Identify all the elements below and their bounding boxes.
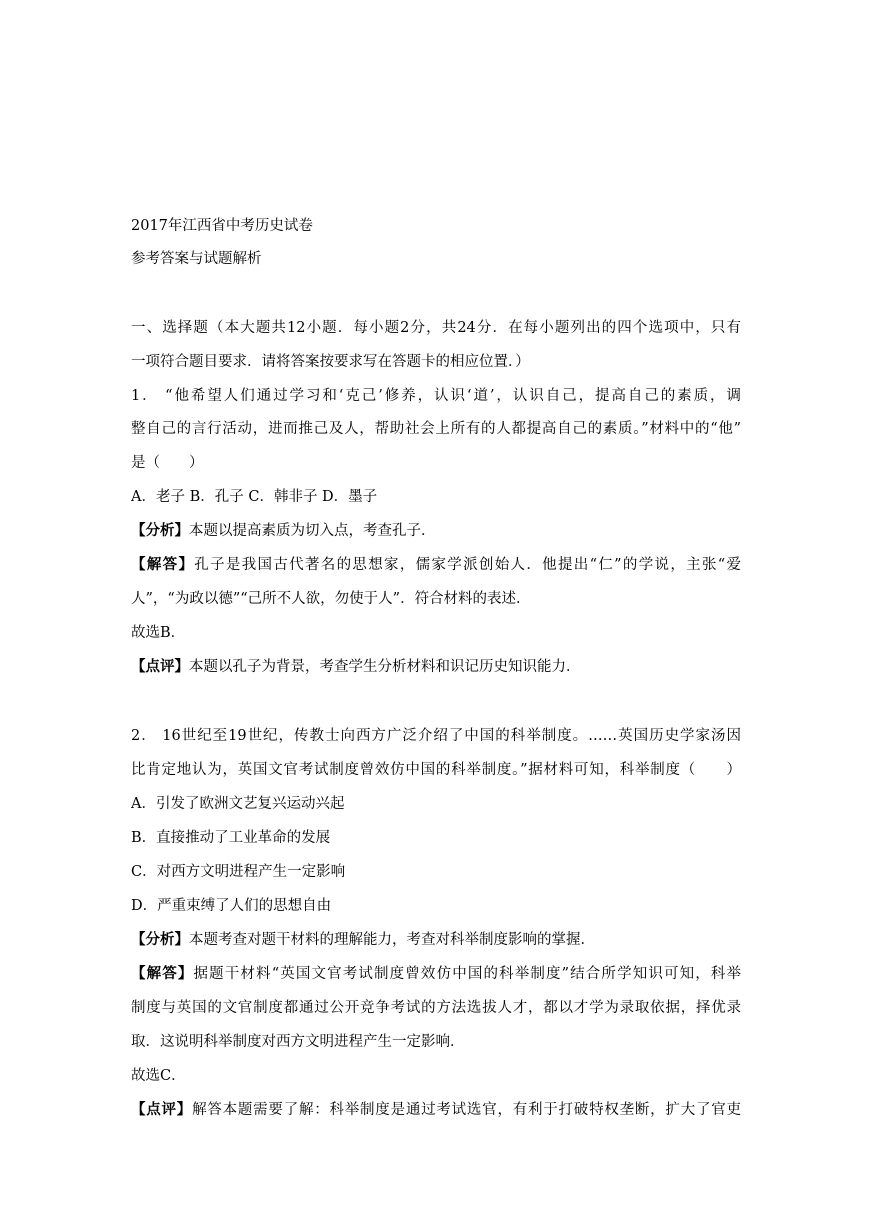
q1-answer-label: 【解答】 — [131, 556, 195, 573]
q1-stem-line-1: 1． “他希望人们通过学习和‘克己’修养，认识‘道’，认识自己，提高自己的素质，调 — [131, 388, 741, 404]
section-instructions-line-2: 一项符合题目要求．请将答案按要求写在答题卡的相应位置．） — [131, 354, 530, 370]
q2-answer-text-1: 据题干材料“英国文官考试制度曾效仿中国的科举制度”结合所学知识可知，科举 — [193, 966, 741, 982]
q2-option-b: B．直接推动了工业革命的发展 — [131, 830, 331, 846]
q2-stem-line-2: 比肯定地认为，英国文官考试制度曾效仿中国的科举制度。”据材料可知，科举制度（ ） — [131, 762, 741, 778]
q2-comment-label: 【点评】 — [131, 1101, 193, 1118]
q2-analysis-label: 【分析】 — [131, 931, 189, 948]
q2-answer-line-2: 制度与英国的文官制度都通过公开竞争考试的方法选拔人才，都以才学为录取依据，择优录 — [131, 1000, 741, 1016]
q1-analysis-label: 【分析】 — [131, 522, 189, 539]
q1-comment — [131, 657, 741, 677]
section-instructions-line-1: 一、选择题（本大题共12小题．每小题2分，共24分．在每小题列出的四个选项中，只有 — [131, 320, 741, 336]
q1-answer-text-1: 孔子是我国古代著名的思想家，儒家学派创始人．他提出“仁”的学说，主张“爱 — [194, 557, 741, 573]
q1-comment-text: 本题以孔子为背景，考查学生分析材料和识记历史知识能力． — [189, 659, 581, 675]
q1-answer-line-2: 人”，“为政以德”“己所不人欲，勿使于人”．符合材料的表述． — [131, 591, 531, 607]
document-subtitle: 参考答案与试题解析 — [131, 251, 262, 267]
q2-stem-line-1: 2． 16世纪至19世纪，传教士向西方广泛介绍了中国的科举制度。……英国历史学家汤因 — [131, 728, 741, 744]
q1-options: A．老子 B．孔子 C．韩非子 D．墨子 — [131, 489, 378, 505]
q1-analysis — [131, 521, 741, 541]
q2-option-c: C．对西方文明进程产生一定影响 — [131, 864, 346, 880]
q2-comment-text: 解答本题需要了解：科举制度是通过考试选官，有利于打破特权垄断，扩大了官吏 — [192, 1102, 741, 1118]
q1-answer-line-1 — [131, 555, 741, 575]
q1-stem-line-3: 是（ ） — [131, 455, 204, 471]
q2-answer-label: 【解答】 — [131, 965, 194, 982]
q2-answer-line-1 — [131, 964, 741, 984]
q2-option-d: D．严重束缚了人们的思想自由 — [131, 898, 332, 914]
q2-analysis — [131, 930, 741, 950]
q2-option-a: A．引发了欧洲文艺复兴运动兴起 — [131, 796, 345, 812]
q2-answer-line-3: 取．这说明科举制度对西方文明进程产生一定影响． — [131, 1034, 465, 1050]
q2-comment — [131, 1100, 741, 1120]
q1-stem-line-2: 整自己的言行活动，进而推己及人，帮助社会上所有的人都提高自己的素质。”材料中的“他” — [131, 421, 741, 437]
q2-analysis-text: 本题考查对题干材料的理解能力，考查对科举制度影响的掌握． — [189, 932, 595, 948]
q1-comment-label: 【点评】 — [131, 658, 189, 675]
q1-analysis-text: 本题以提高素质为切入点，考查孔子． — [189, 523, 436, 539]
q2-choice: 故选C． — [131, 1068, 186, 1084]
q1-choice: 故选B． — [131, 625, 186, 641]
document-title: 2017年江西省中考历史试卷 — [131, 218, 313, 234]
